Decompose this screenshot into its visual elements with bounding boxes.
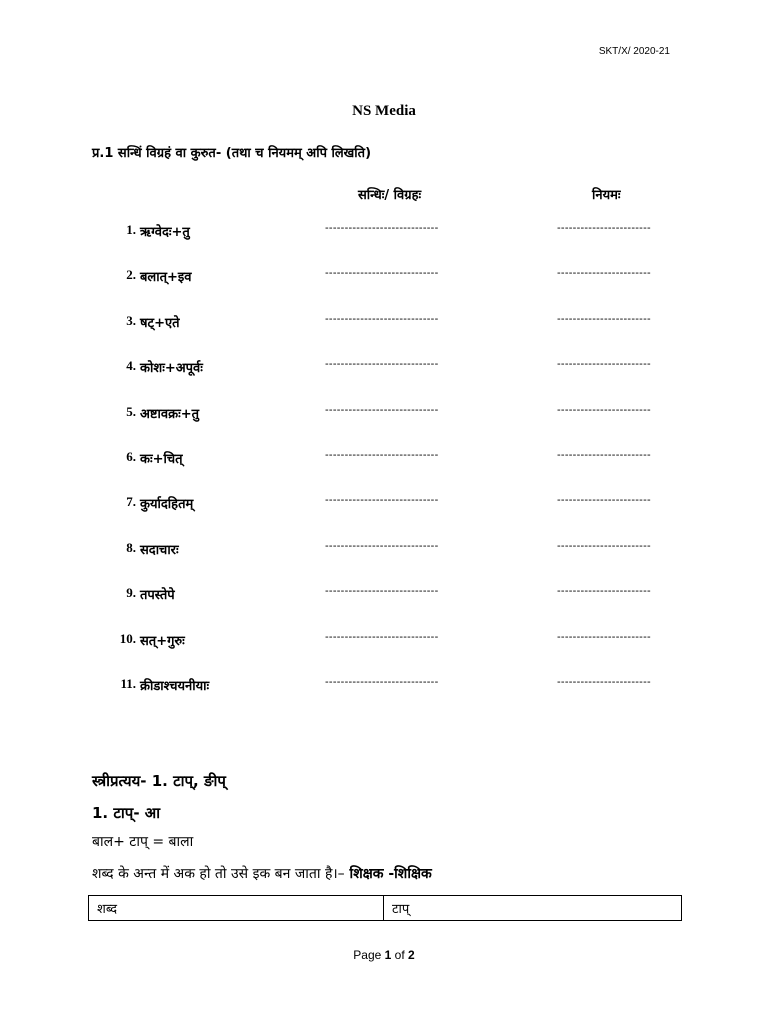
page-label: Page [353, 948, 382, 962]
table-row [89, 896, 682, 921]
exercise-word: कः+चित् [140, 452, 183, 467]
document-code: SKT/X/ 2020-21 [598, 46, 670, 57]
blank-sandhi: ----------------------------- [325, 313, 439, 325]
blank-sandhi: ----------------------------- [325, 494, 439, 506]
exercise-number: 3. [126, 313, 136, 328]
blank-niyama: ------------------------ [557, 404, 651, 416]
exercise-row [0, 404, 768, 428]
section-title: स्त्रीप्रत्यय- 1. टाप्, ङीप् [92, 772, 226, 790]
exercise-row [0, 222, 768, 246]
section-subtitle: 1. टाप्- आ [92, 804, 161, 822]
exercise-row [0, 267, 768, 291]
blank-niyama: ------------------------ [557, 267, 651, 279]
exercise-row [0, 540, 768, 564]
blank-niyama: ------------------------ [557, 631, 651, 643]
exercise-number: 9. [126, 585, 136, 600]
exercise-number: 1. [126, 222, 136, 237]
page-number: 1 [384, 948, 392, 962]
exercise-row [0, 631, 768, 655]
rule-example: शिक्षक -शिक्षिक [344, 866, 432, 882]
exercise-number: 10. [119, 631, 136, 646]
blank-niyama: ------------------------ [557, 222, 651, 234]
rule-text: शब्द के अन्त में अक हो तो उसे इक बन जाता है।– [92, 866, 345, 882]
exercise-word: षट्+एते [140, 316, 180, 331]
blank-sandhi: ----------------------------- [325, 540, 439, 552]
rule-line [92, 864, 432, 883]
exercise-row [0, 313, 768, 337]
exercise-word: कोशः+अपूर्वः [140, 361, 203, 376]
exercise-row [0, 494, 768, 518]
blank-sandhi: ----------------------------- [325, 676, 439, 688]
blank-sandhi: ----------------------------- [325, 631, 439, 643]
page-footer [0, 948, 768, 962]
blank-niyama: ------------------------ [557, 540, 651, 552]
exercise-number: 2. [126, 267, 136, 282]
exercise-word: क्रीडाश्चयनीयाः [140, 679, 210, 694]
exercise-row [0, 358, 768, 382]
exercise-row [0, 449, 768, 473]
of-label: of [394, 948, 405, 962]
exercise-word: अष्टावक्रः+तु [140, 407, 200, 422]
stripratyaya-table [88, 895, 682, 921]
exercise-word: सत्+गुरुः [140, 634, 185, 649]
exercise-word: तपस्तेपे [140, 588, 175, 603]
exercise-word: सदाचारः [140, 543, 179, 558]
question-heading: प्र.1 सन्धिं विग्रहं वा कुरुत- (तथा च नियमम् अपि लिखति) [92, 146, 372, 161]
blank-niyama: ------------------------ [557, 313, 651, 325]
blank-niyama: ------------------------ [557, 494, 651, 506]
blank-sandhi: ----------------------------- [325, 267, 439, 279]
blank-niyama: ------------------------ [557, 358, 651, 370]
exercise-number: 11. [120, 676, 136, 691]
table-header-tap: टाप् [384, 896, 682, 921]
document-title: NS Media [352, 103, 416, 119]
column-header-sandhi: सन्धिः/ विग्रहः [358, 188, 422, 203]
exercise-word: कुर्यादहितम् [140, 497, 194, 512]
blank-niyama: ------------------------ [557, 449, 651, 461]
exercise-number: 4. [126, 358, 136, 373]
blank-sandhi: ----------------------------- [325, 222, 439, 234]
blank-sandhi: ----------------------------- [325, 404, 439, 416]
page-total: 2 [408, 948, 415, 962]
exercise-number: 8. [126, 540, 136, 555]
exercise-row [0, 676, 768, 700]
blank-sandhi: ----------------------------- [325, 585, 439, 597]
blank-niyama: ------------------------ [557, 585, 651, 597]
blank-niyama: ------------------------ [557, 676, 651, 688]
exercise-word: ऋग्वेदः+तु [140, 225, 190, 240]
exercise-word: बलात्+इव [140, 270, 192, 285]
example-line: बाल+ टाप् = बाला [92, 834, 194, 850]
blank-sandhi: ----------------------------- [325, 358, 439, 370]
exercise-number: 5. [126, 404, 136, 419]
column-header-niyama: नियमः [592, 188, 621, 203]
exercise-number: 7. [126, 494, 136, 509]
table-header-shabda: शब्द [89, 896, 384, 921]
exercise-row [0, 585, 768, 609]
blank-sandhi: ----------------------------- [325, 449, 439, 461]
exercise-number: 6. [126, 449, 136, 464]
